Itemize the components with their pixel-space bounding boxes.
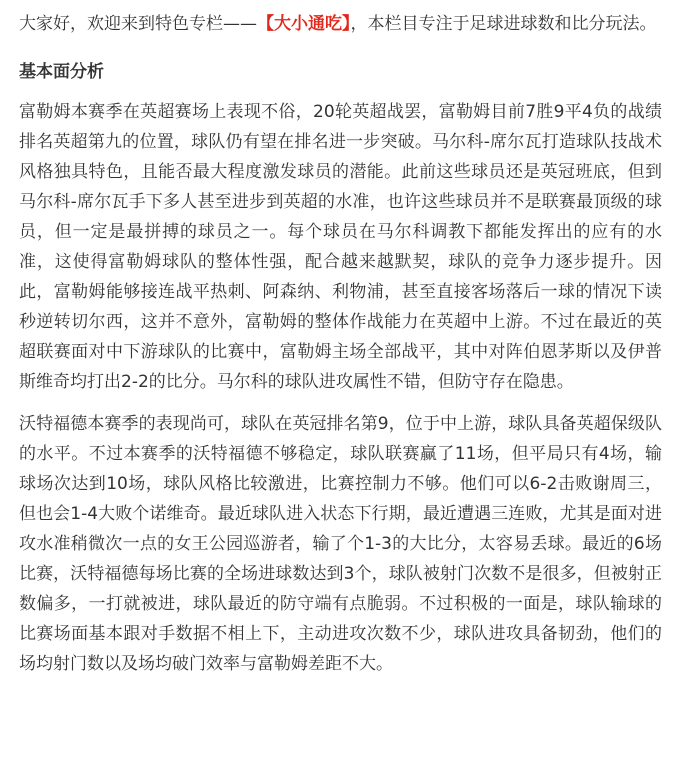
paragraph-fulham: 富勒姆本赛季在英超赛场上表现不俗，20轮英超战罢，富勒姆目前7胜9平4负的战绩排名英超第九的位置，球队仍有望在排名进一步突破。马尔科-席尔瓦打造球队技战术风格独具特色，且能否最大程度激发球员的潜能。此前这些球员还是英冠班底，但到马尔科-席尔瓦手下多人甚至进步到英超的水准，也许这些球员并不是联赛最顶级的球员，但一定是最拼搏的球员之一。每个球员在马尔科调教下都能发挥出的应有的水准，这使得富勒姆球队的整体性强，配合越来越默契，球队的竞争力逐步提升。因此，富勒姆能够接连战平热刺、阿森纳、利物浦，甚至直接客场落后一球的情况下读秒逆转切尔西，这并不意外，富勒姆的整体作战能力在英超中上游。不过在最近的英超联赛面对中下游球队的比赛中，富勒姆主场全部战平，其中对阵伯恩茅斯以及伊普斯维奇均打出2-2的比分。马尔科的球队进攻属性不错，但防守存在隐患。 (19, 102, 662, 392)
column-name-highlight: 【大小通吃】 (257, 14, 351, 34)
intro-prefix: 大家好，欢迎来到特色专栏—— (19, 14, 257, 34)
intro-suffix: ，本栏目专注于足球进球数和比分玩法。 (350, 14, 657, 34)
paragraph-watford: 沃特福德本赛季的表现尚可，球队在英冠排名第9，位于中上游，球队具备英超保级队的水平。不过本赛季的沃特福德不够稳定，球队联赛赢了11场，但平局只有4场，输球场次达到10场，球队风格比较激进，比赛控制力不够。他们可以6-2击败谢周三，但也会1-4大败个诺维奇。最近球队进入状态下行期，最近遭遇三连败，尤其是面对进攻水准稍微次一点的女王公园巡游者，输了个1-3的大比分，太容易丢球。最近的6场比赛，沃特福德每场比赛的全场进球数达到3个，球队被射门次数不是很多，但被射正数偏多，一打就被进，球队最近的防守端有点脆弱。不过积极的一面是，球队输球的比赛场面基本跟对手数据不相上下，主动进攻次数不少，球队进攻具备韧劲，他们的场均射门数以及场均破门效率与富勒姆差距不大。 (19, 414, 662, 674)
intro-paragraph (19, 9, 662, 39)
section-heading: 基本面分析 (19, 62, 104, 82)
